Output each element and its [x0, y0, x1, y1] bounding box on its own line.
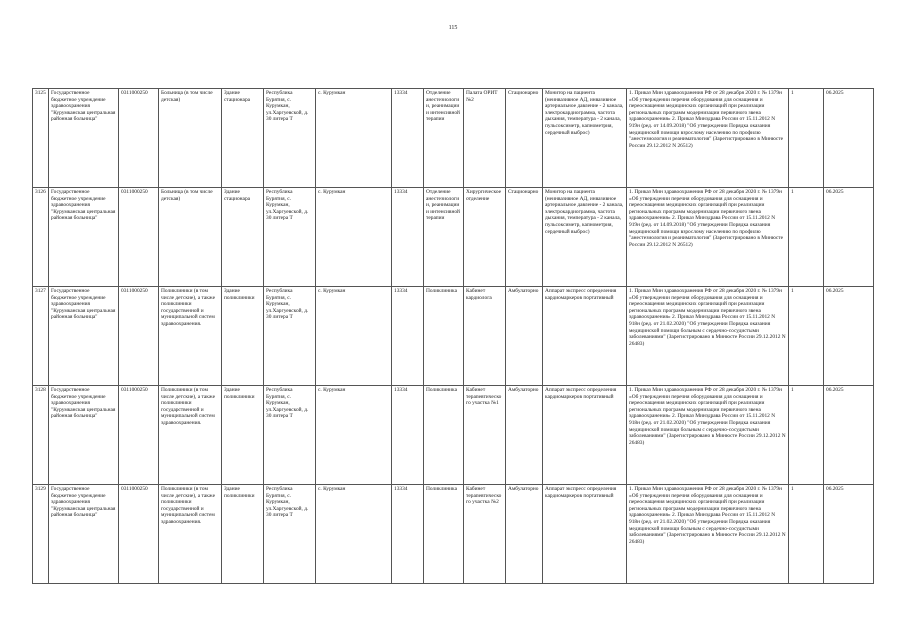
- organization-code: 0311000250: [119, 485, 159, 584]
- locality-code: 13334: [392, 386, 424, 485]
- quantity: 1: [789, 89, 824, 188]
- page-number: 115: [448, 25, 458, 31]
- room: Хирургическое отделение: [464, 188, 506, 287]
- building: Здание поликлиники: [222, 386, 264, 485]
- legal-basis: 1. Приказ Мин здравоохранения РФ от 28 декабря 2020 г. № 1379н «Об утверждении перечня оборудования для оснащения и переоснащения медицинских организаций при реализации региональных программ модернизации первичного звена здравоохранения» 2. Приказ Минздрава России от 15.11.2012 N 919н (ред. от 14.09.2018) "Об утверждении Порядка оказания медицинской помощи взрослому населению по профилю "анестезиология и реаниматология" (Зарегистрировано в Минюсте России 29.12.2012 N 26512): [627, 89, 789, 188]
- locality: с. Курумкан: [316, 386, 392, 485]
- equipment-table: [32, 88, 874, 584]
- row-number: 3127: [33, 287, 49, 386]
- organization-name: Государственное бюджетное учреждение здравоохранения "Курумканская центральная районная больница": [49, 188, 119, 287]
- organization-code: 0311000250: [119, 89, 159, 188]
- room: Кабинет терапевтического участка №2: [464, 485, 506, 584]
- legal-basis: 1. Приказ Мин здравоохранения РФ от 28 декабря 2020 г. № 1379н «Об утверждении перечня оборудования для оснащения и переоснащения медицинских организаций при реализации региональных программ модернизации первичного звена здравоохранения» 2. Приказ Минздрава России от 15.11.2012 N 919н (ред. от 14.09.2018) "Об утверждении Порядка оказания медицинской помощи взрослому населению по профилю "анестезиология и реаниматология" (Зарегистрировано в Минюсте России 29.12.2012 N 26512): [627, 188, 789, 287]
- row-number: 3126: [33, 188, 49, 287]
- legal-basis: 1. Приказ Мин здравоохранения РФ от 28 декабря 2020 г. № 1379н «Об утверждении перечня оборудования для оснащения и переоснащения медицинских организаций при реализации региональных программ модернизации первичного звена здравоохранения» 2. Приказ Минздрава России от 15.11.2012 N 918н (ред. от 21.02.2020) "Об утверждении Порядка оказания медицинской помощи больным с сердечно-сосудистыми заболеваниями" (Зарегистрировано в Минюсте России 29.12.2012 N 26483): [627, 287, 789, 386]
- organization-code: 0311000250: [119, 386, 159, 485]
- date: 06.2025: [824, 89, 874, 188]
- building: Здание стационара: [222, 188, 264, 287]
- address: Республика Бурятия, с. Курумкан, ул.Харгуевской, д. 30 литера Т: [264, 287, 316, 386]
- table-row: [33, 89, 874, 188]
- date: 06.2025: [824, 188, 874, 287]
- room: Кабинет терапевтического участка №1: [464, 386, 506, 485]
- row-number: 3128: [33, 386, 49, 485]
- row-number: 3129: [33, 485, 49, 584]
- locality: с. Курумкан: [316, 287, 392, 386]
- room: Палата ОРИТ №2: [464, 89, 506, 188]
- locality-code: 13334: [392, 485, 424, 584]
- locality-code: 13334: [392, 287, 424, 386]
- organization-name: Государственное бюджетное учреждение здравоохранения "Курумканская центральная районная больница": [49, 89, 119, 188]
- table-row: [33, 287, 874, 386]
- locality: с. Курумкан: [316, 89, 392, 188]
- locality: с. Курумкан: [316, 188, 392, 287]
- care-condition: Амбулаторно: [506, 287, 543, 386]
- quantity: 1: [789, 386, 824, 485]
- address: Республика Бурятия, с. Курумкан, ул.Харгуевской, д. 30 литера Т: [264, 188, 316, 287]
- organization-code: 0311000250: [119, 188, 159, 287]
- quantity: 1: [789, 287, 824, 386]
- building: Здание поликлиники: [222, 287, 264, 386]
- legal-basis: 1. Приказ Мин здравоохранения РФ от 28 декабря 2020 г. № 1379н «Об утверждении перечня оборудования для оснащения и переоснащения медицинских организаций при реализации региональных программ модернизации первичного звена здравоохранения» 2. Приказ Минздрава России от 15.11.2012 N 918н (ред. от 21.02.2020) "Об утверждении Порядка оказания медицинской помощи больным с сердечно-сосудистыми заболеваниями" (Зарегистрировано в Минюсте России 29.12.2012 N 26483): [627, 485, 789, 584]
- organization-code: 0311000250: [119, 287, 159, 386]
- equipment: Аппарат экспресс определения кардиомаркеров портативный: [543, 485, 627, 584]
- quantity: 1: [789, 188, 824, 287]
- date: 06.2025: [824, 386, 874, 485]
- room: Кабинет кардиолога: [464, 287, 506, 386]
- equipment: Аппарат экспресс определения кардиомаркеров портативный: [543, 386, 627, 485]
- row-number: 3125: [33, 89, 49, 188]
- care-condition: Амбулаторно: [506, 386, 543, 485]
- organization-name: Государственное бюджетное учреждение здравоохранения "Курумканская центральная районная больница": [49, 287, 119, 386]
- equipment: Аппарат экспресс определения кардиомаркеров портативный: [543, 287, 627, 386]
- organization-name: Государственное бюджетное учреждение здравоохранения "Курумканская центральная районная больница": [49, 485, 119, 584]
- department: Отделение анестезиологии, реанимации и интенсивной терапии: [424, 188, 464, 287]
- address: Республика Бурятия, с. Курумкан, ул.Харгуевской, д. 30 литера Т: [264, 485, 316, 584]
- table-row: [33, 485, 874, 584]
- locality-code: 13334: [392, 188, 424, 287]
- department: Поликлиника: [424, 386, 464, 485]
- equipment: Монитор на пациента (неинвазивное АД, инвазивное артериальное давление - 2 канала, электрокардиограмма, частота дыхания, температура - 2 канала, пульсоксиметр, капнометрия, сердечный выброс): [543, 89, 627, 188]
- quantity: 1: [789, 485, 824, 584]
- locality-code: 13334: [392, 89, 424, 188]
- building: Здание стационара: [222, 89, 264, 188]
- unit-type: Больница (в том числе детская): [159, 89, 222, 188]
- unit-type: Поликлиники (в том числе детские), а также поликлиники государственной и муниципальной систем здравоохранения.: [159, 287, 222, 386]
- table-row: [33, 386, 874, 485]
- care-condition: Стационарно: [506, 89, 543, 188]
- building: Здание поликлиники: [222, 485, 264, 584]
- address: Республика Бурятия, с. Курумкан, ул.Харгуевской, д. 30 литера Т: [264, 89, 316, 188]
- equipment: Монитор на пациента (неинвазивное АД, инвазивное артериальное давление - 2 канала, электрокардиограмма, частота дыхания, температура - 2 канала, пульсоксиметр, капнометрия, сердечный выброс): [543, 188, 627, 287]
- legal-basis: 1. Приказ Мин здравоохранения РФ от 28 декабря 2020 г. № 1379н «Об утверждении перечня оборудования для оснащения и переоснащения медицинских организаций при реализации региональных программ модернизации первичного звена здравоохранения» 2. Приказ Минздрава России от 15.11.2012 N 918н (ред. от 21.02.2020) "Об утверждении Порядка оказания медицинской помощи больным с сердечно-сосудистыми заболеваниями" (Зарегистрировано в Минюсте России 29.12.2012 N 26483): [627, 386, 789, 485]
- table-row: [33, 188, 874, 287]
- date: 06.2025: [824, 287, 874, 386]
- department: Поликлиника: [424, 287, 464, 386]
- unit-type: Поликлиники (в том числе детские), а также поликлиники государственной и муниципальной систем здравоохранения.: [159, 386, 222, 485]
- unit-type: Больница (в том числе детская): [159, 188, 222, 287]
- unit-type: Поликлиники (в том числе детские), а также поликлиники государственной и муниципальной систем здравоохранения.: [159, 485, 222, 584]
- care-condition: Стационарно: [506, 188, 543, 287]
- organization-name: Государственное бюджетное учреждение здравоохранения "Курумканская центральная районная больница": [49, 386, 119, 485]
- date: 06.2025: [824, 485, 874, 584]
- locality: с. Курумкан: [316, 485, 392, 584]
- address: Республика Бурятия, с. Курумкан, ул.Харгуевской, д. 30 литера Т: [264, 386, 316, 485]
- department: Поликлиника: [424, 485, 464, 584]
- department: Отделение анестезиологии, реанимации и интенсивной терапии: [424, 89, 464, 188]
- care-condition: Амбулаторно: [506, 485, 543, 584]
